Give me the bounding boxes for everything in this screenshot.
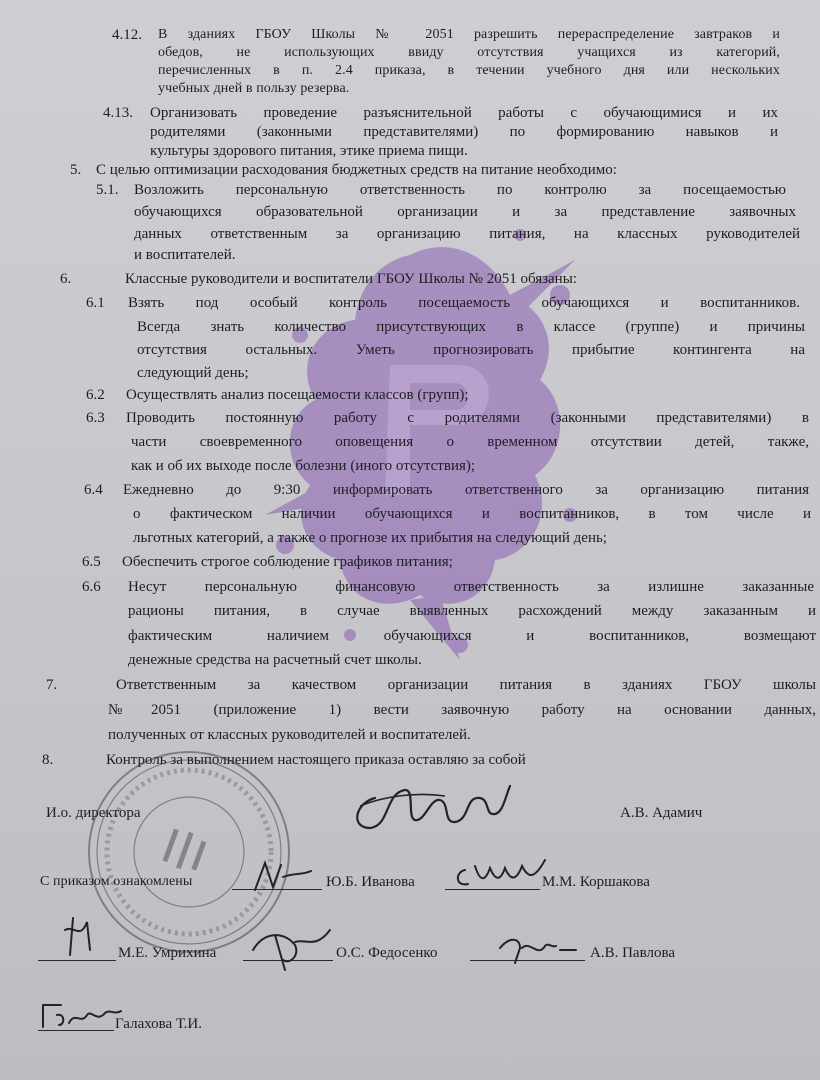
- umrikhina-signature: [55, 910, 105, 960]
- text-line: Взять под особый контроль посещаемость обучающихся и воспитанников.: [128, 295, 800, 311]
- korshakova-signature: [450, 852, 550, 897]
- acquainted-label: С приказом ознакомлены: [40, 874, 193, 889]
- korshakova-name: М.М. Коршакова: [542, 874, 650, 890]
- text-line: Осуществлять анализ посещаемости классов (групп);: [126, 387, 469, 403]
- text-line: и воспитателей.: [134, 247, 236, 263]
- text-line: Несут персональную финансовую ответственность за излишне заказанные: [128, 579, 814, 595]
- text-line: следующий день;: [137, 365, 249, 381]
- text-line: Возложить персональную ответственность по контролю за посещаемостью: [134, 182, 786, 198]
- text-line: Организовать проведение разъяснительной работы с обучающимися и их: [150, 105, 778, 121]
- text-line: учебных дней в пользу резерва.: [158, 81, 350, 96]
- text-line: фактическим наличием обучающихся и воспитанников, возмещают: [128, 628, 816, 644]
- item-number: 6.4: [84, 482, 103, 498]
- text-line: перечисленных в п. 2.4 приказа, в течении учебного дня или нескольких: [158, 63, 780, 78]
- item-number: 6.5: [82, 554, 101, 570]
- text-line: Ежедневно до 9:30 информировать ответственного за организацию питания: [123, 482, 809, 498]
- director-title: И.о. директора: [46, 805, 141, 821]
- item-number: 5.1.: [96, 182, 119, 198]
- ivanova-signature: [245, 855, 315, 895]
- text-line: как и об их выходе после болезни (иного отсутствия);: [131, 458, 476, 474]
- signature-line: [38, 960, 116, 961]
- text-line: данных ответственным за организацию питания, на классных руководителей: [134, 226, 800, 242]
- fedosenko-name: О.С. Федосенко: [336, 945, 438, 961]
- text-line: Проводить постоянную работу с родителями (законными представителями) в: [126, 410, 809, 426]
- text-line: С целью оптимизации расходования бюджетных средств на питание необходимо:: [96, 162, 617, 178]
- text-line: обедов, не использующих ввиду отсутствия учащихся из категорий,: [158, 45, 780, 60]
- fedosenko-signature: [245, 920, 335, 975]
- ivanova-name: Ю.Б. Иванова: [326, 874, 415, 890]
- text-line: Ответственным за качеством организации питания в зданиях ГБОУ школы: [116, 677, 816, 693]
- text-line: обучающихся образовательной организации и за представление заявочных: [134, 204, 796, 220]
- umrikhina-name: М.Е. Умрихина: [118, 945, 217, 961]
- item-number: 5.: [70, 162, 82, 178]
- item-number: 7.: [46, 677, 58, 693]
- text-line: Всегда знать количество присутствующих в классе (группе) и причины: [137, 319, 805, 335]
- text-line: №2051 (приложение 1) вести заявочную работу на основании данных,: [108, 702, 816, 718]
- director-signature: [345, 778, 515, 838]
- text-line: отсутствия остальных. Уметь прогнозировать прибытие контингента на: [137, 342, 805, 358]
- text-line: рационы питания, в случае выявленных расхождений между заказанным и: [128, 603, 816, 619]
- item-number: 6.3: [86, 410, 105, 426]
- item-number: 6.6: [82, 579, 101, 595]
- item-number: 6.: [60, 271, 72, 287]
- text-line: денежные средства на расчетный счет школы.: [128, 652, 422, 668]
- text-line: Обеспечить строгое соблюдение графиков питания;: [122, 554, 453, 570]
- item-number: 6.1: [86, 295, 105, 311]
- item-number: 8.: [42, 752, 54, 768]
- text-line: о фактическом наличии обучающихся и воспитанников, в том числе и: [133, 506, 811, 522]
- text-line: полученных от классных руководителей и воспитателей.: [108, 727, 471, 743]
- text-line: льготных категорий, а также о прогнозе их прибытия на следующий день;: [133, 530, 607, 546]
- item-number: 4.13.: [103, 105, 133, 121]
- text-line: Классные руководители и воспитатели ГБОУ Школы № 2051 обязаны:: [125, 271, 577, 287]
- galakhova-signature: [35, 995, 125, 1035]
- pavlova-signature: [490, 928, 580, 968]
- text-line: В зданиях ГБОУ Школы № 2051 разрешить перераспределение завтраков и: [158, 27, 780, 42]
- text-line: культуры здорового питания, этике приема пищи.: [150, 143, 468, 159]
- pavlova-name: А.В. Павлова: [590, 945, 675, 961]
- text-line: части своевременного оповещения о временном отсутствии детей, также,: [131, 434, 809, 450]
- item-number: 6.2: [86, 387, 105, 403]
- director-name: А.В. Адамич: [620, 805, 703, 821]
- item-number: 4.12.: [112, 27, 142, 43]
- text-line: родителями (законными представителями) по формированию навыков и: [150, 124, 778, 140]
- galakhova-name: Галахова Т.И.: [115, 1016, 202, 1032]
- text-line: Контроль за выполнением настоящего приказа оставляю за собой: [106, 752, 526, 768]
